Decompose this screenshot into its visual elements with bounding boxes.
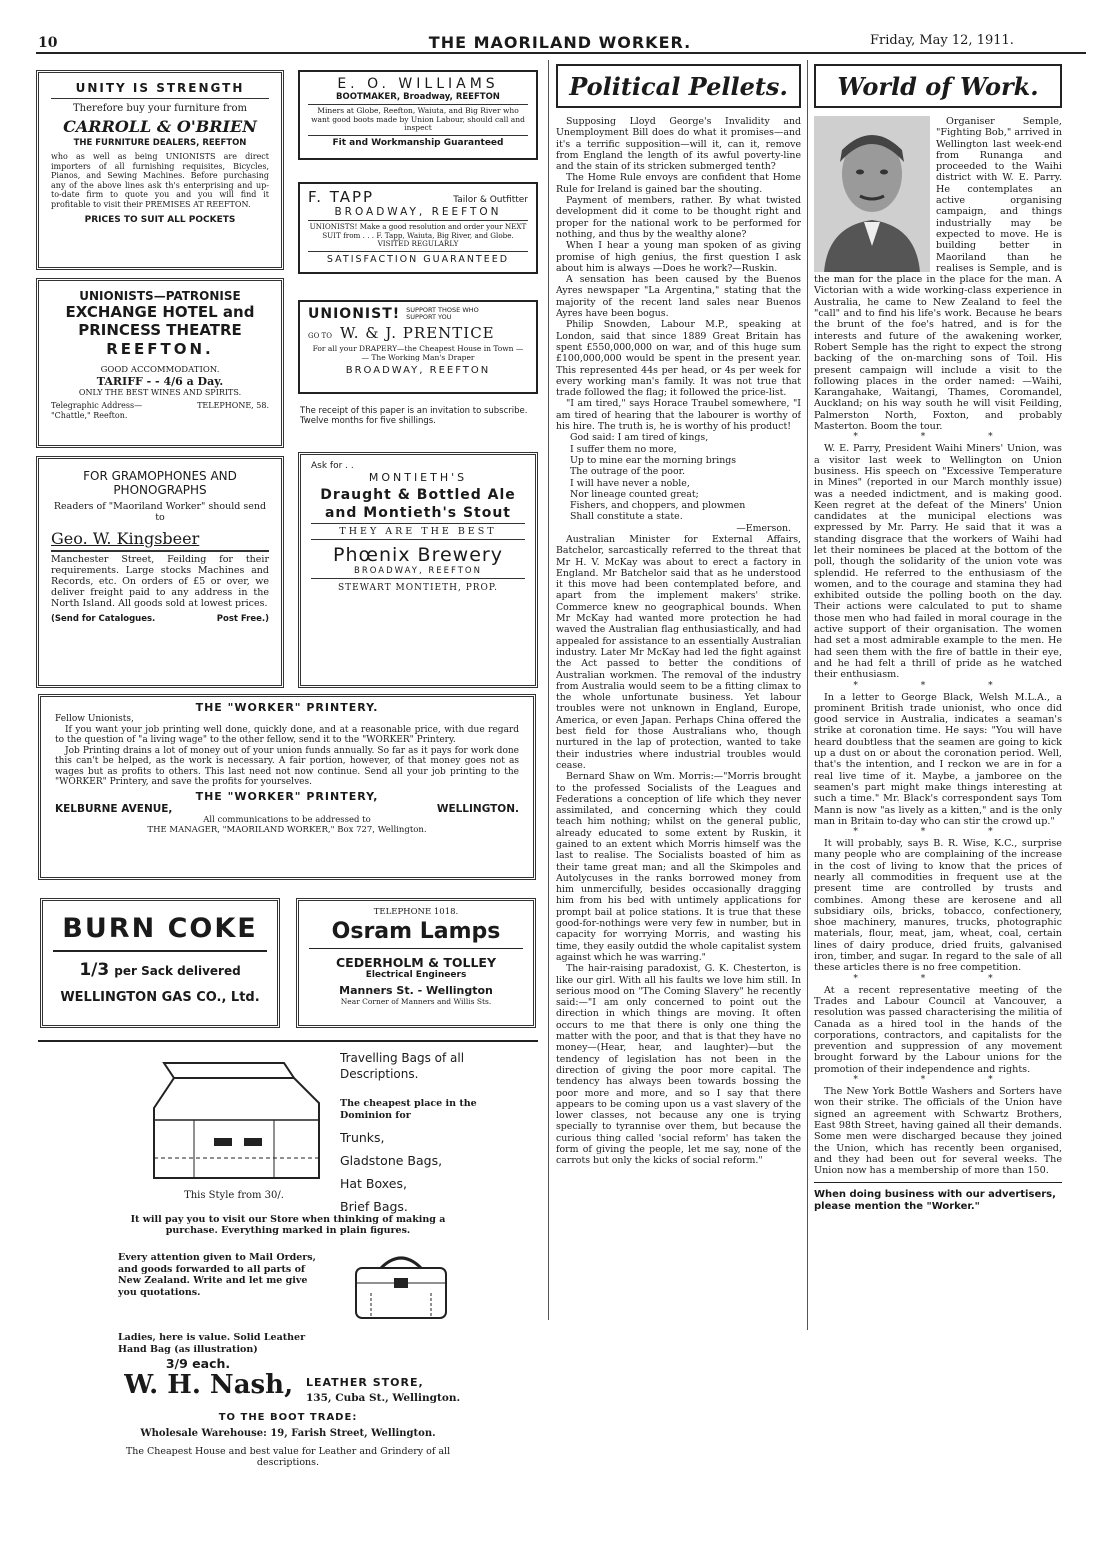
- ad-line: UNIONISTS—PATRONISE: [79, 289, 241, 303]
- article-paragraph: A sensation has been caused by the Buenos Ayres newspaper "La Argentina," stating that the majority of the recent land sales near Buenos Ayres have been bogus.: [556, 274, 801, 320]
- column-divider: [807, 60, 808, 1330]
- article-paragraph: At a recent representative meeting of the Trades and Labour Council at Vancouver, a resolution was passed characterising the militia of Canada as a hired tool in the hands of the corporations, contractors, and capitalists for the prevention and suppression of any movement brought forward by the Labour unions for the promotion of their independence and rights.: [814, 984, 1062, 1075]
- article-paragraph: Philip Snowden, Labour M.P., speaking at London, said that since 1889 Great Britain has spent £550,000,000 on war, and of this huge sum £100,000,000 would be spent in the present year. This represented 44s per head, or 4s per week for every working man's family. It was not true that trade followed the flag; it followed the price-list.: [556, 319, 801, 399]
- ad-proprietor: STEWART MONTIETH, PROP.: [338, 583, 498, 593]
- ad-footer: Fit and Workmanship Guaranteed: [332, 137, 504, 148]
- ad-worker-printery: [38, 694, 536, 880]
- column-divider: [548, 60, 549, 1320]
- article-paragraph: W. E. Parry, President Waihi Miners' Union, was a visitor last week to Wellington on Union business. His speech on "Excessive Temperature in Mines" (reported in our March monthly issue) was a needed indictment, and is making good. Keen regret at the defeat of the Miners' Union candidates at the municipal elections was expressed by Mr. Parry. He said that it was a standing disgrace that the workers of Waihi had let their nominees be placed at the bottom of the poll, though the solidarity of the union vote was splendid. He referred to the enthusiasm of the women, and to the courage and stamina they had exhibited outside the polling booth on the day. Their actions were calculated to put to shame those men who had failed in moral courage in the active support of their organisation. The women had set a most admirable example to the men. He had seen them with the fire of battle in their eye, and he had felt a thrill of pride as he watched their enthusiasm.: [814, 443, 1062, 681]
- poem-line: Nor lineage counted great;: [570, 488, 699, 500]
- ad-address: BROADWAY, REEFTON: [334, 206, 502, 218]
- separator-stars: * * *: [853, 827, 1023, 838]
- ad-line: REEFTON.: [106, 340, 214, 358]
- page-number: 10: [38, 35, 58, 51]
- article-paragraph: "I am tired," says Horace Traubel somewhere, "I am tired of hearing that the labourer is worthy of his hire. The truth is, he is worthy of his product!: [556, 398, 801, 433]
- article-paragraph: In a letter to George Black, Welsh M.L.A., a prominent British trade unionist, who once did good service in Australia, indicates a seaman's strike at coronation time. He says: "You will have heard doubtless that the seamen are going to kick up a dust on or about the coronation period. Well, that's the intention, and I reckon we are in for a real live time of it. Maybe, a jamboree on the seamen's part might make things interesting at such a time." Mr. Black's correspondent says Tom Mann is now "as lively as a kitten," and is the only man in Britain to-day who can stir the crowd up.": [814, 691, 1062, 827]
- ad-line: and Montieth's Stout: [324, 505, 512, 521]
- article-paragraph: Payment of members, rather. By what twisted development did it come to be thought right and proper for the national work to be performed for nothing, and thus by the wealthy alone?: [556, 195, 801, 240]
- ad-prentice: [298, 300, 538, 394]
- ad-body: who as well as being UNIONISTS are direct importers of all furnishing requisites, Bicycles, Pianos, and Sewing Machines. Before purchasing any of the above lines ask th's enterprising and up-to-date firm to quote you and you will find it profitable to visit their PREMISES AT REEFTON.: [51, 152, 269, 209]
- ad-near: Near Corner of Manners and Willis Sts.: [340, 997, 492, 1006]
- ad-intro: Therefore buy your furniture from: [73, 103, 247, 114]
- ad-address: BROADWAY, REEFTON: [345, 365, 491, 376]
- poem-line: I will have never a noble,: [570, 477, 690, 489]
- ad-title: THE "WORKER" PRINTERY,: [195, 789, 379, 803]
- ad-carroll-obrien: [36, 70, 284, 270]
- ad-wines: ONLY THE BEST WINES AND SPIRITS.: [78, 388, 242, 397]
- ad-firm-name: CARROLL & O'BRIEN: [63, 117, 257, 136]
- separator-stars: * * *: [853, 680, 1023, 691]
- section-title: World of Work.: [837, 71, 1039, 101]
- ad-catalogues: (Send for Catalogues.: [51, 614, 156, 624]
- ad-mail: Every attention given to Mail Orders, and goods forwarded to all parts of New Zealand. Write and let me give you quotations.: [118, 1252, 316, 1298]
- masthead: THE MAORILAND WORKER.: [428, 33, 692, 52]
- ad-footer: PRICES TO SUIT ALL POCKETS: [84, 215, 236, 225]
- divider: [308, 220, 528, 221]
- article-paragraph: Organiser Semple, "Fighting Bob," arrived in Wellington last week-end from Runanga and proceeded to the Waihi district with W. E. Parry. He contemplates an active organising campaign, and things industrially may be expected to move. He is building better in Maoriland than he realises is Semple, and is the man for the place in the place for the man. A Victorian with a wide working-class experience in Australia, he came to New Zealand to feel the "call" and to find his life's work. Because he bears the brunt of the foe's hatred, and is for the interests and future of the awakening worker, Robert Semple has the right to expect the strong backing of the on-marching sons of Toil. His present campaign will include a visit to the following places in the order named: —Waihi, Karangahake, Waitangi, Thames, Coromandel, Auckland; on his way south he will visit Feilding, Palmerston North, Foxton, and probably Masterton. Boom the tour.: [814, 116, 1062, 433]
- ad-ask: Ask for . .: [311, 461, 354, 471]
- ad-comm: All communications to be addressed to: [203, 814, 371, 825]
- ad-sub: THE FURNITURE DEALERS, REEFTON: [73, 138, 247, 148]
- ad-body: UNIONISTS! Make a good resolution and order your NEXT SUIT from . . . F. Tapp, Waiuta, Big River, and Globe. VISITED REGULARLY: [309, 222, 527, 248]
- ad-store: LEATHER STORE,: [306, 1376, 424, 1389]
- separator-stars: * * *: [853, 432, 1023, 443]
- ad-city: WELLINGTON.: [436, 802, 519, 815]
- ad-body: Manchester Street, Feilding for their requirements. Large stocks Machines and Records, etc. On orders of £5 or over, we deliver freight paid to any address in the North Island. All goods sold at lowest prices.: [51, 554, 269, 609]
- ad-address: Manners St. - Wellington: [339, 984, 493, 997]
- ad-item: Brief Bags.: [340, 1199, 408, 1214]
- ad-firm-name: E. O. WILLIAMS: [337, 76, 499, 92]
- ad-montieth: [298, 452, 538, 688]
- ad-f-tapp: [298, 182, 538, 274]
- ad-cheap-house: The Cheapest House and best value for Leather and Grindery of all descriptions.: [125, 1446, 451, 1468]
- ad-goto: GO TO: [308, 332, 332, 340]
- article-paragraph: The Home Rule envoys are confident that Home Rule for Ireland is gained bar the shouting.: [556, 172, 801, 195]
- divider: [308, 251, 528, 252]
- ad-paragraph: If you want your job printing well done, quickly done, and at a reasonable price, with due regard to the question of "a living wage" to the other fellow, send it to the "WORKER" Printery.: [55, 724, 519, 745]
- ad-price: 3/9 each.: [165, 1356, 231, 1371]
- ad-warehouse: Wholesale Warehouse: 19, Farish Street, Wellington.: [140, 1428, 436, 1439]
- ad-body: For all your DRAPERY—the Cheapest House in Town — — The Working Man's Draper: [312, 344, 524, 362]
- ad-firm-name: W. & J. PRENTICE: [339, 324, 495, 342]
- ad-telephone: TELEPHONE, 58.: [197, 401, 269, 410]
- ad-travelling: Travelling Bags of all Descriptions.: [340, 1051, 465, 1081]
- ad-readers: Readers of "Maoriland Worker" should send to: [53, 501, 267, 523]
- separator-stars: * * *: [853, 1075, 1023, 1086]
- ad-body: Miners at Globe, Reefton, Waiuta, and Big River who want good boots made by Union Labour, should call and inspect: [311, 106, 525, 132]
- ad-eo-williams: [298, 70, 538, 160]
- ad-firm-name: W. H. Nash,: [124, 1370, 294, 1400]
- divider: [308, 104, 528, 105]
- divider: [51, 550, 269, 552]
- ad-title: Osram Lamps: [309, 919, 523, 949]
- political-pellets-column: [556, 64, 801, 1324]
- handbag-illustration: [346, 1248, 456, 1328]
- advertisers-notice: When doing business with our advertisers, please mention the "Worker.": [814, 1189, 1056, 1213]
- section-header-box: [556, 64, 801, 108]
- issue-date: Friday, May 12, 1911.: [870, 33, 1014, 48]
- ad-item: Trunks,: [340, 1130, 385, 1145]
- ad-brewery: Phœnix Brewery: [333, 544, 503, 566]
- ad-title: THE "WORKER" PRINTERY.: [195, 701, 379, 714]
- ad-paragraph: Job Printing drains a lot of money out of your union funds annually. So far as it pays for work done this can't be helped, as the work is necessary. A fair portion, however, of that money goes not as wages but as profits to others. This last need not now continue. Send all your job printing to the "WORKER" Printery, and save the profits for yourselves.: [55, 745, 519, 787]
- section-title: Political Pellets.: [569, 71, 788, 101]
- ad-visit: It will pay you to visit our Store when thinking of making a purchase. Everything marked in plain figures.: [130, 1214, 446, 1236]
- divider: [311, 539, 525, 540]
- ad-item: Hat Boxes,: [340, 1176, 407, 1191]
- poem-line: The outrage of the poor.: [570, 466, 686, 478]
- trunk-illustration: [134, 1058, 334, 1188]
- ad-firm-name: F. TAPP: [308, 188, 375, 206]
- ad-kingsbeer: [36, 456, 284, 688]
- divider: [311, 578, 525, 579]
- article-paragraph: Australian Minister for External Affairs, Batchelor, sarcastically referred to the threat that Mr H. V. McKay was about to erect a factory in England. Mr Batchelor said that as he understood it this move had been contemplated before, and apart from the implement makers' strike. Commerce knew no geographical bounds. When Mr McKay had wanted more protection he had waved the Australian flag enthusiastically, and had appealed for assistance to an essentially Australian industry. Later Mr McKay had led the fight against the Act passed to better the conditions of Australian workmen. The removal of the industry from Australia would seem to be a fitting climax to the whole unfortunate business. Yet labour troubles were not unknown in England, Europe, America, or even Japan. Perhaps China offered the best field for those Australians who, though nurtured in the lap of protection, wanted to take their industries where industrial troubles would cease.: [556, 533, 801, 771]
- ad-osram-lamps: [296, 898, 536, 1028]
- ad-telephone: TELEPHONE 1018.: [373, 907, 459, 917]
- ad-title: BURN COKE: [53, 913, 267, 952]
- ad-trade: BOOTMAKER, Broadway, REEFTON: [336, 92, 500, 102]
- ad-line: FOR GRAMOPHONES AND PHONOGRAPHS: [83, 469, 237, 497]
- ad-line: Draught & Bottled Ale: [320, 487, 516, 503]
- ad-heading: UNITY IS STRENGTH: [51, 81, 269, 99]
- ad-price-text: per Sack delivered: [114, 964, 241, 978]
- divider: [308, 135, 528, 136]
- poem-line: Fishers, and choppers, and plowmen: [570, 500, 746, 512]
- ad-best: THEY ARE THE BEST: [339, 526, 497, 537]
- ad-exchange-hotel: [36, 278, 284, 448]
- ad-accommodation: GOOD ACCOMMODATION.: [100, 365, 220, 375]
- ad-trade: TO THE BOOT TRADE:: [218, 1412, 358, 1423]
- ad-wh-nash: [38, 1040, 538, 1470]
- ad-greeting: Fellow Unionists,: [55, 714, 134, 724]
- header-rule: [36, 52, 1086, 54]
- ad-line: PRINCESS THEATRE: [78, 321, 242, 339]
- portrait-semple: [814, 116, 930, 272]
- ad-trade: Tailor & Outfitter: [453, 195, 528, 205]
- ad-firm-name: MONTIETH'S: [368, 471, 468, 484]
- ad-cheapest: The cheapest place in the Dominion for: [340, 1098, 477, 1121]
- ad-address: 135, Cuba St., Wellington.: [306, 1392, 461, 1404]
- ad-ladies: Ladies, here is value. Solid Leather Hand Bag (as illustration): [118, 1332, 306, 1355]
- ad-trade: Electrical Engineers: [365, 970, 467, 980]
- poem-line: God said: I am tired of kings,: [570, 432, 709, 444]
- ad-support: SUPPORT THOSE WHO SUPPORT YOU: [406, 305, 479, 321]
- ad-item: Gladstone Bags,: [340, 1153, 443, 1168]
- ad-post-free: Post Free.): [216, 614, 269, 624]
- ad-firm-name: Geo. W. Kingsbeer: [51, 529, 200, 548]
- poem-line: Shall constitute a state.: [570, 511, 683, 523]
- article-paragraph: Bernard Shaw on Wm. Morris:—"Morris brought to the professed Socialists of the Leagues and Federations a conception of life which they never assimilated, and concerning which they could teach him nothing; whilst on the general public, already educated to some extent by Ruskin, it gained to an extent which Morris himself was the last to realise. The Socialists boasted of him as their tame great man; and all the Skimpoles and Autolycuses in the ranks borrowed money from him unmercifully, besides occasionally dragging him from his bed with untimely applications for prompt bail at police stations. It is true that these good-for-nothings were very few in number, but in capacity for worrying Morris, and wasting his time, they easily outdid the whole capitalist system against which he was warring.": [556, 771, 801, 963]
- poem-author: —Emerson.: [736, 522, 791, 534]
- receipt-notice: The receipt of this paper is an invitation to subscribe. Twelve months for five shillings.: [300, 406, 528, 426]
- section-header-box: [814, 64, 1062, 108]
- ad-company: WELLINGTON GAS CO., Ltd.: [60, 990, 260, 1005]
- ad-price: 1/3: [79, 960, 110, 980]
- ad-style: This Style from 30/.: [184, 1190, 284, 1201]
- poem-line: I suffer them no more,: [570, 443, 677, 455]
- ad-firm-name: CEDERHOLM & TOLLEY: [335, 955, 497, 970]
- ad-items-list: [340, 1126, 500, 1218]
- article-paragraph: The hair-raising paradoxist, G. K. Chesterton, is like our girl. With all his faults we love him still. In serious mood on "The Coming Slavery" he recently said:—"I am only concerned to point out the direction in which things are moving. It often occurs to me that there is only one thing the matter with the poor, and that is that they have no money—(Hear, hear, and laughter)—but the tendency of legislation has not been in the direction of giving the poor more capital. The tendency has always been towards bossing the poor more and more, and so I say that there appears to be coming upon us a vast slavery of the lower classes, not because any one is trying specially to tyrannise over them, but because the curious thing called 'social reform' has taken the form of giving the people, let me say, none of the carrots but only the kicks of social reform.": [556, 963, 801, 1167]
- poem: [556, 432, 801, 534]
- article-paragraph: It will probably, says B. R. Wise, K.C., surprise many people who are complaining of the increase in the cost of living to know that the prices of nearly all commodities in frequent use at the present time are controlled by trusts and combines. Among these are kerosene and all subsidiary oils, bricks, tobacco, confectionery, shoe machinery, manures, trucks, photographic materials, flour, meat, jam, wheat, coal, certain lines of dairy produce, dried fruits, galvanised iron, timber, and sugar. In regard to the sale of all these articles there is no free competition.: [814, 838, 1062, 974]
- article-paragraph: When I hear a young man spoken of as giving promise of high genius, the first question I ask about him is always —Does he work?—Ruskin.: [556, 240, 801, 274]
- ad-heading: UNIONIST!: [308, 306, 401, 322]
- ad-footer: SATISFACTION GUARANTEED: [326, 253, 510, 265]
- ad-telegraphic: Telegraphic Address— "Chattle," Reefton.: [51, 401, 143, 420]
- ad-manager: THE MANAGER, "MAORILAND WORKER," Box 727, Wellington.: [147, 824, 427, 835]
- ad-tariff: TARIFF - - 4/6 a Day.: [96, 375, 224, 388]
- ad-street: KELBURNE AVENUE,: [55, 802, 173, 815]
- article-paragraph: The New York Bottle Washers and Sorters have won their strike. The officials of the Union have signed an agreement with Schwartz Brothers, East 98th Street, having gained all their demands. Some men were discharged because they joined the Union, which has recently been organised, and they had been out for several weeks. The Union now has a membership of more than 150.: [814, 1086, 1062, 1177]
- divider: [311, 523, 525, 524]
- poem-line: Up to mine ear the morning brings: [570, 454, 737, 466]
- ad-line: EXCHANGE HOTEL and: [65, 303, 255, 321]
- separator-stars: * * *: [853, 973, 1023, 984]
- article-paragraph: Supposing Lloyd George's Invalidity and Unemployment Bill does do what it promises—and it's a terrific supposition—will it, can it, remove from England the length of its awful poverty-line and the stain of its stricken submerged tenth?: [556, 116, 801, 173]
- ad-burn-coke: [40, 898, 280, 1028]
- ad-address: BROADWAY, REEFTON: [354, 566, 482, 576]
- world-of-work-column: [814, 64, 1062, 1334]
